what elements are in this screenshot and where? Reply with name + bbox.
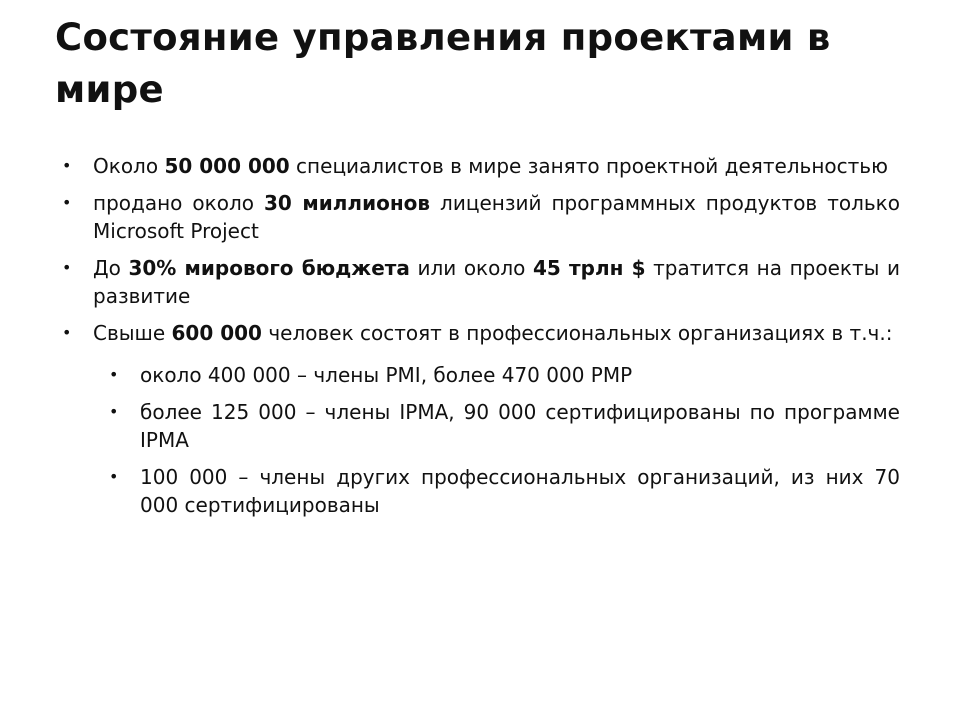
subbullet-dot-icon: • xyxy=(109,365,119,384)
bullet-dot-icon: • xyxy=(62,156,72,175)
bullet-item xyxy=(58,319,900,347)
bullet-dot-icon: • xyxy=(62,323,72,342)
bullet-text: Около 50 000 000 специалистов в мире занято проектной деятельностью xyxy=(93,154,888,178)
subbullet-item xyxy=(58,361,900,389)
bullet-dot-icon: • xyxy=(62,258,72,277)
subbullet-text: 100 000 – члены других профессиональных организаций, из них 70 000 сертифицированы xyxy=(140,465,900,517)
bullet-text: Свыше 600 000 человек состоят в профессиональных организациях в т.ч.: xyxy=(93,321,893,345)
subbullet-dot-icon: • xyxy=(109,467,119,486)
slide-title: Состояние управления проектами в мире xyxy=(55,16,831,111)
bullet-item xyxy=(58,152,900,180)
subbullet-text: около 400 000 – члены PMI, более 470 000 PMP xyxy=(140,363,633,387)
bullet-item xyxy=(58,189,900,245)
bullet-dot-icon: • xyxy=(62,193,72,212)
bullet-item xyxy=(58,254,900,310)
subbullet-item xyxy=(58,398,900,454)
bullet-text: До 30% мирового бюджета или около 45 трлн $ тратится на проекты и развитие xyxy=(93,256,900,308)
bullet-text: продано около 30 миллионов лицензий программных продуктов только Microsoft Project xyxy=(93,191,900,243)
subbullet-dot-icon: • xyxy=(109,402,119,421)
subbullet-item xyxy=(58,463,900,519)
subbullet-text: более 125 000 – члены IPMA, 90 000 сертифицированы по программе IPMA xyxy=(140,400,900,452)
slide-content xyxy=(58,152,900,528)
